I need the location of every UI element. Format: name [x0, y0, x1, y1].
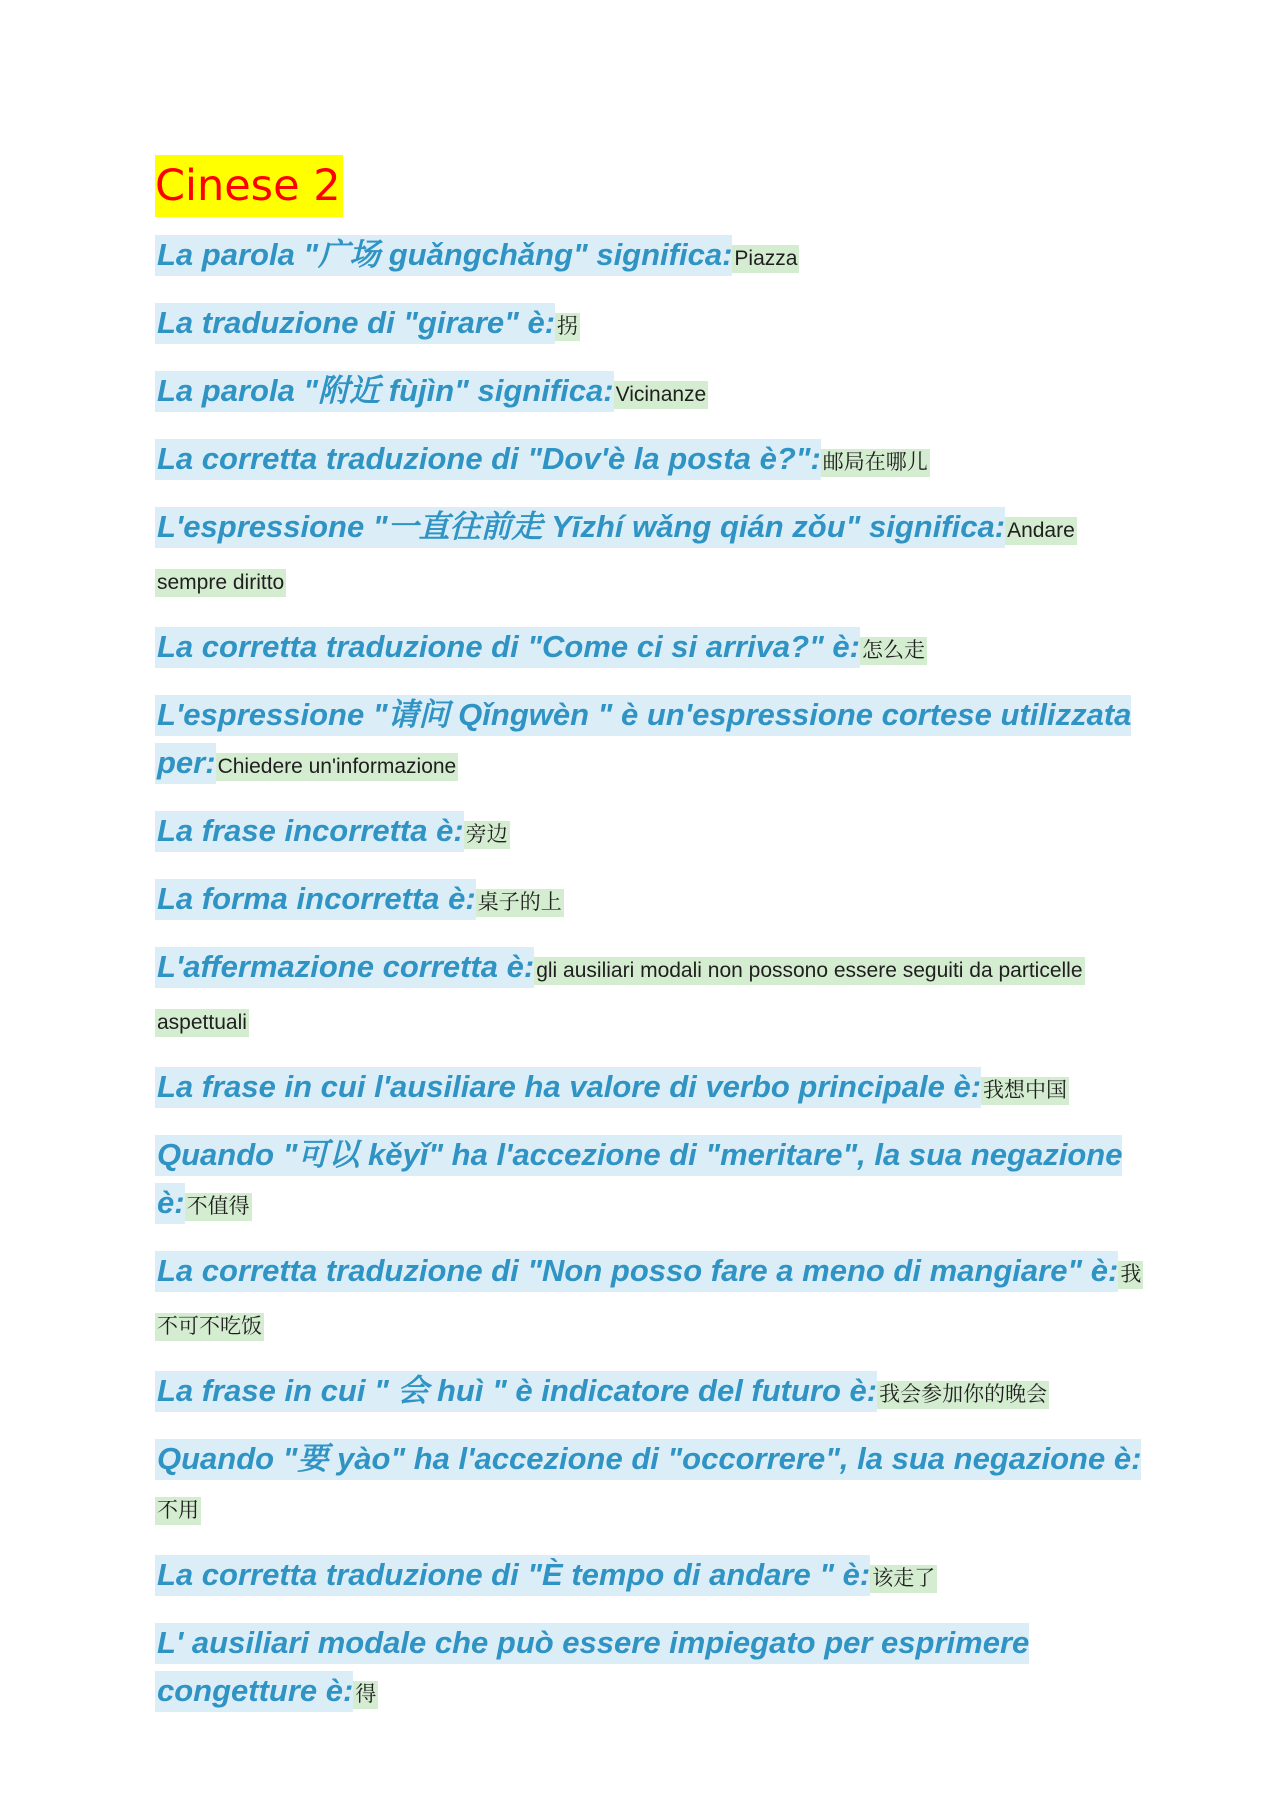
qa-item [155, 1619, 1145, 1719]
answer: 得 [353, 1681, 378, 1709]
answer: 我不可不吃饭 [155, 1261, 1143, 1341]
question: L'affermazione corretta è: [155, 947, 534, 988]
answer: Chiedere un'informazione [216, 753, 459, 781]
answer: 拐 [555, 313, 580, 341]
question: L'espressione "请问 Qǐngwèn " è un'espressione cortese utilizzata per: [155, 695, 1131, 784]
question: La corretta traduzione di "Non posso fare a meno di mangiare" è: [155, 1251, 1118, 1292]
answer: 邮局在哪儿 [821, 449, 930, 477]
question: La corretta traduzione di "Come ci si arriva?" è: [155, 627, 860, 668]
qa-item [155, 1435, 1145, 1535]
answer: 我想中国 [981, 1077, 1069, 1105]
qa-item [155, 231, 1145, 283]
answer: 怎么走 [860, 637, 927, 665]
answer: gli ausiliari modali non possono essere seguiti da particelle aspettuali [155, 957, 1085, 1037]
qa-item [155, 1247, 1145, 1351]
qa-item [155, 503, 1145, 607]
document-page [155, 150, 1145, 1735]
qa-item [155, 1551, 1145, 1603]
qa-item [155, 875, 1145, 927]
answer: Vicinanze [614, 381, 709, 409]
question: Quando "要 yào" ha l'accezione di "occorrere", la sua negazione è: [155, 1439, 1141, 1480]
question: Quando "可以 kěyǐ" ha l'accezione di "meritare", la sua negazione è: [155, 1135, 1122, 1224]
question: L' ausiliari modale che può essere impiegato per esprimere congetture è: [155, 1623, 1029, 1712]
qa-item [155, 435, 1145, 487]
qa-item [155, 943, 1145, 1047]
document-title: Cinese 2 [155, 155, 343, 217]
qa-item [155, 367, 1145, 419]
question: La parola "广场 guǎngchǎng" significa: [155, 235, 732, 276]
answer: 不用 [155, 1497, 201, 1525]
qa-item [155, 807, 1145, 859]
qa-item [155, 623, 1145, 675]
question: La frase in cui " 会 huì " è indicatore del futuro è: [155, 1371, 877, 1412]
question: La frase in cui l'ausiliare ha valore di verbo principale è: [155, 1067, 981, 1108]
question: La parola "附近 fùjìn" significa: [155, 371, 614, 412]
answer: Andare sempre diritto [155, 517, 1077, 597]
answer: 不值得 [185, 1193, 252, 1221]
qa-item [155, 1063, 1145, 1115]
qa-item [155, 1367, 1145, 1419]
qa-list [155, 231, 1145, 1719]
question: La traduzione di "girare" è: [155, 303, 555, 344]
answer: 桌子的上 [476, 889, 564, 917]
answer: 我会参加你的晚会 [877, 1381, 1049, 1409]
question: La corretta traduzione di "Dov'è la posta è?": [155, 439, 821, 480]
qa-item [155, 299, 1145, 351]
answer: Piazza [732, 245, 799, 273]
qa-item [155, 691, 1145, 791]
question: La corretta traduzione di "È tempo di andare " è: [155, 1555, 870, 1596]
question: L'espressione "一直往前走 Yīzhí wǎng qián zǒu" significa: [155, 507, 1005, 548]
qa-item [155, 1131, 1145, 1231]
question: La forma incorretta è: [155, 879, 476, 920]
answer: 旁边 [464, 821, 510, 849]
question: La frase incorretta è: [155, 811, 464, 852]
answer: 该走了 [870, 1565, 937, 1593]
